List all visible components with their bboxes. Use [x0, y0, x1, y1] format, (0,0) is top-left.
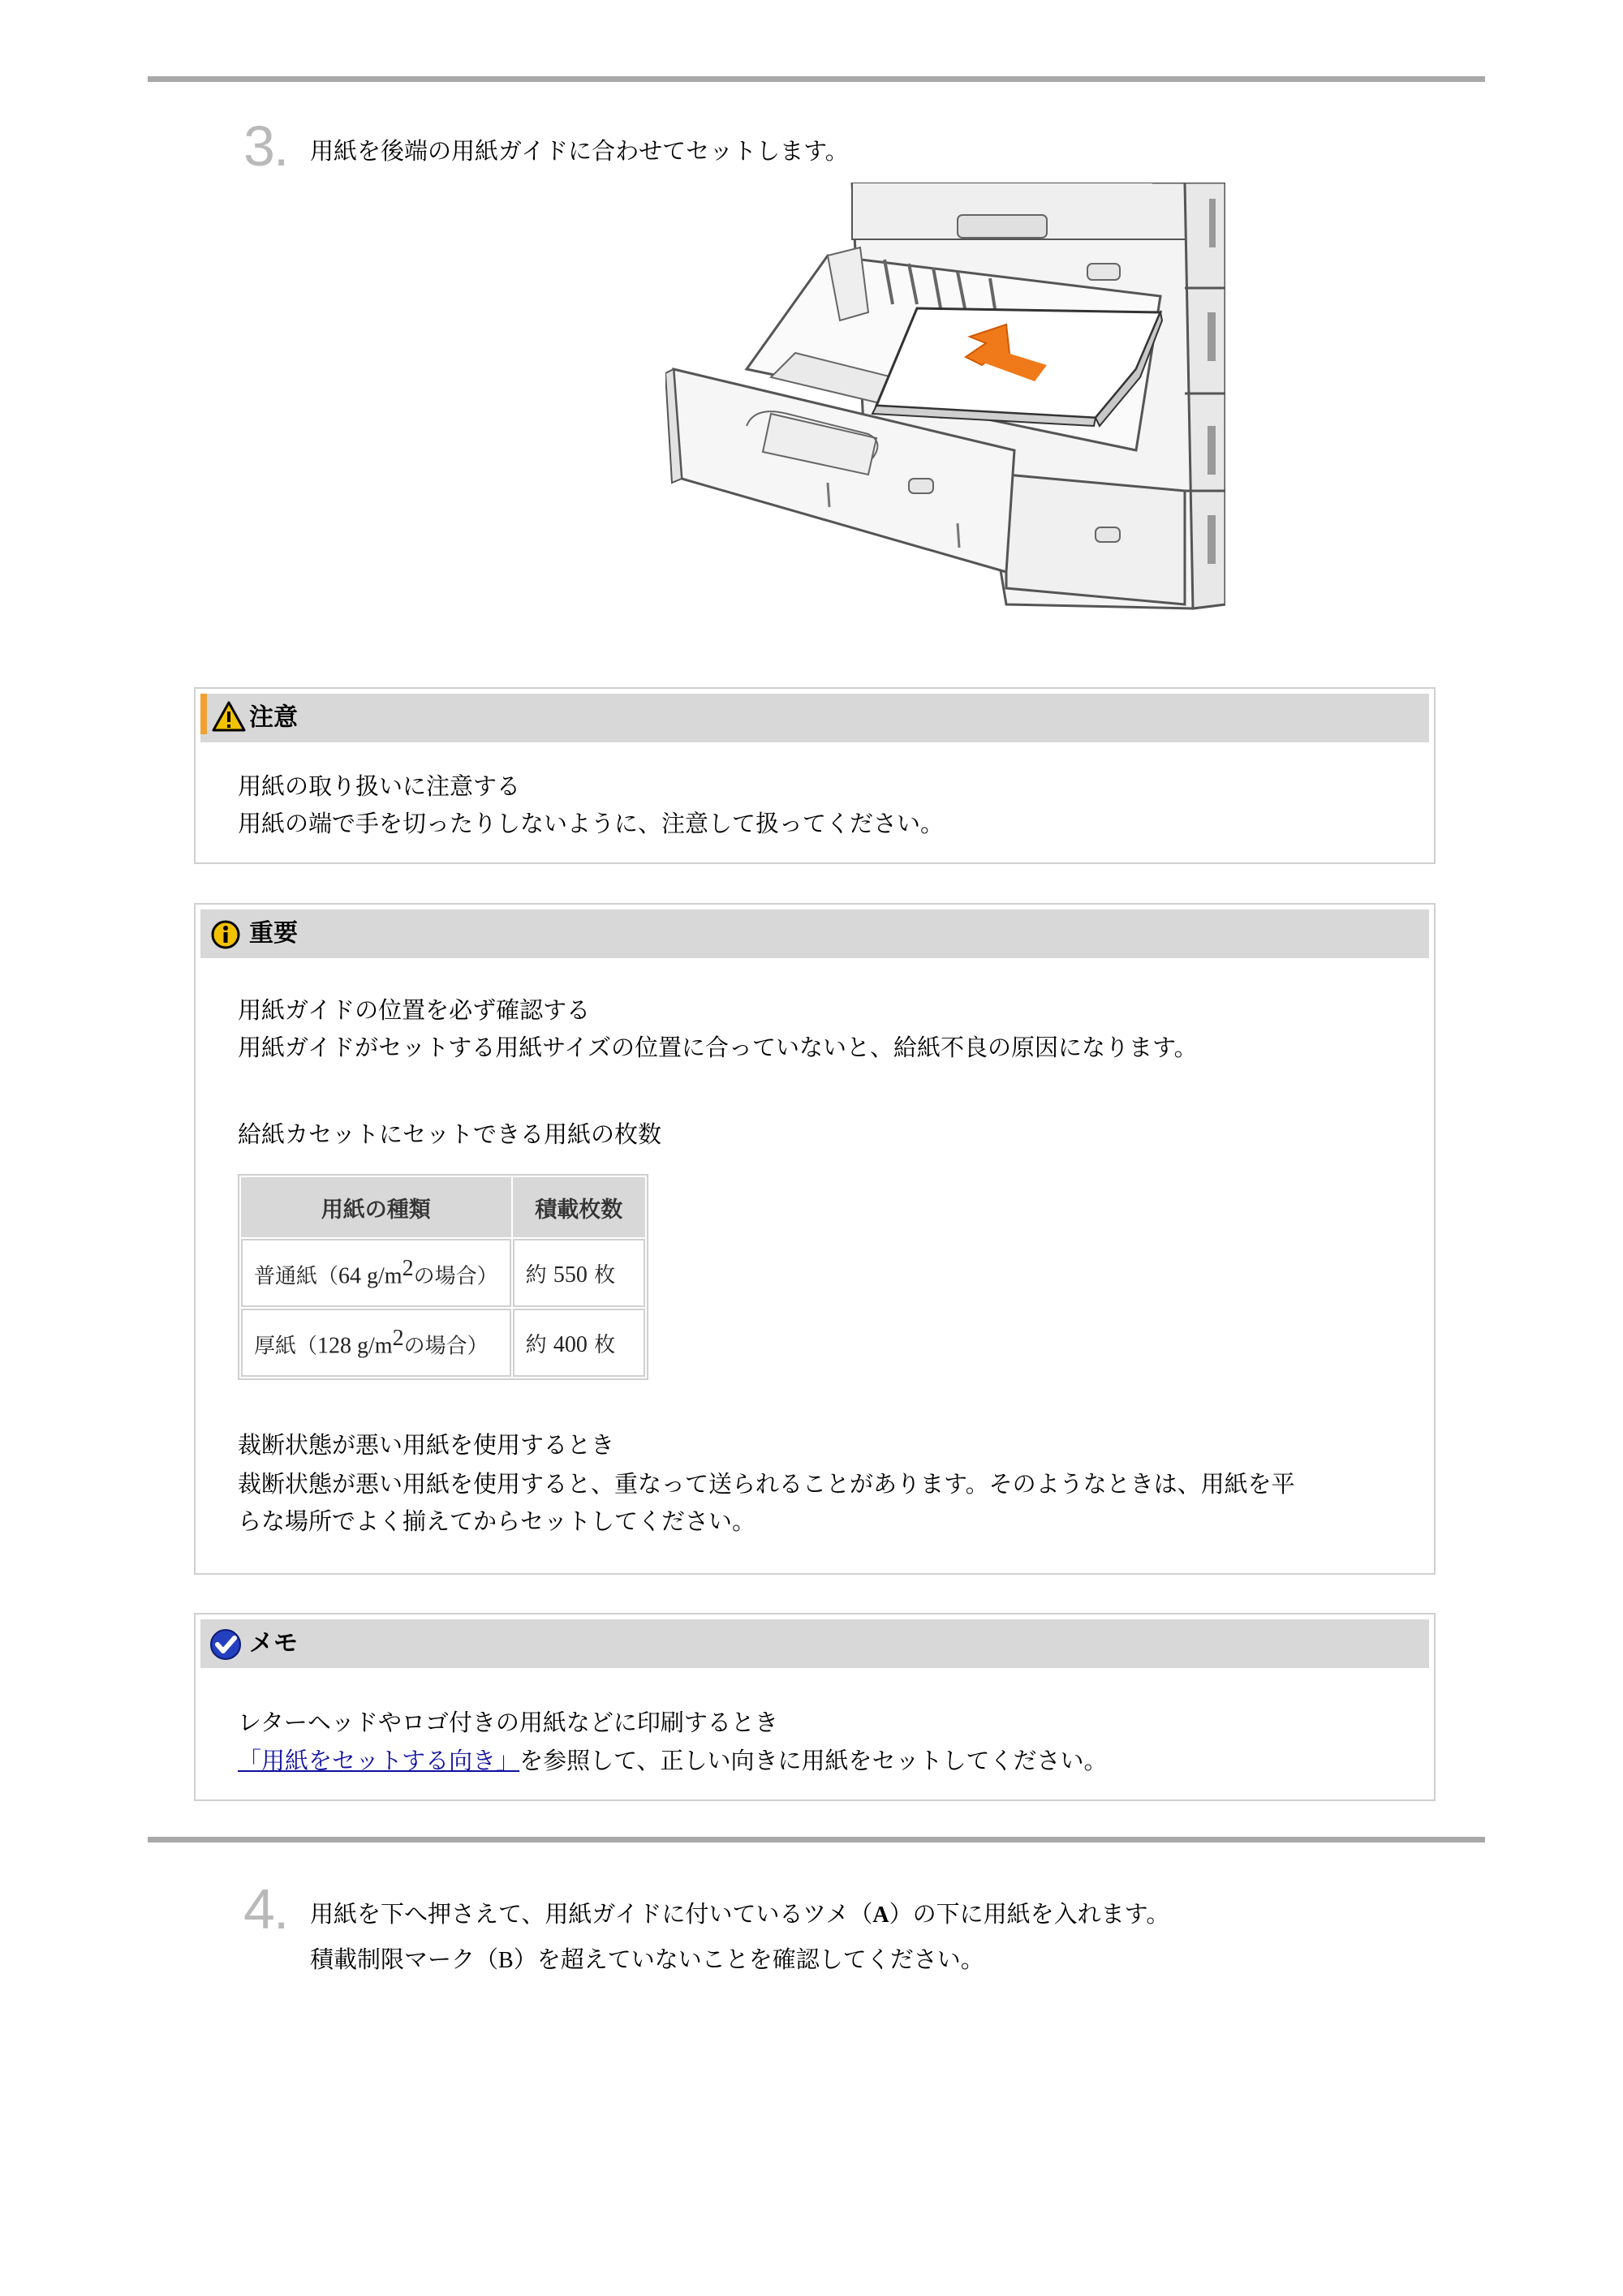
- warning-triangle-icon: [212, 700, 246, 733]
- important-item1-body: 用紙ガイドがセットする用紙サイズの位置に合っていないと、給紙不良の原因になります。: [238, 1034, 1198, 1061]
- important-item2-title: 給紙カセットにセットできる用紙の枚数: [238, 1120, 662, 1148]
- important-heading: 重要: [249, 919, 298, 948]
- memo-heading: メモ: [249, 1629, 298, 1658]
- step-instruction-line2: [310, 1937, 984, 1983]
- paper-count-cell: [513, 1239, 645, 1307]
- type-suffix: の場合）: [403, 1334, 489, 1359]
- memo-title: レターヘッドやロゴ付きの用紙などに印刷するとき: [238, 1709, 778, 1736]
- step-instruction: 用紙を後端の用紙ガイドに合わせてセットします。: [310, 137, 849, 165]
- type-prefix: 厚紙（: [254, 1334, 318, 1359]
- memo-body-text: を参照して、正しい向きに用紙をセットしてください。: [519, 1747, 1108, 1774]
- paper-count-cell: [513, 1309, 645, 1377]
- count-value: 550: [553, 1262, 588, 1288]
- count-suffix: 枚: [587, 1332, 616, 1357]
- table-row: [241, 1309, 645, 1377]
- claw-mark-label: A: [872, 1903, 889, 1928]
- paper-tray-illustration: [665, 183, 1225, 617]
- table-header-row: [241, 1177, 645, 1237]
- caution-title: 用紙の取り扱いに注意する: [238, 772, 521, 800]
- step-instruction-line1: [310, 1892, 1169, 1937]
- type-unit-sup: 2: [402, 1256, 414, 1282]
- caution-heading: 注意: [249, 703, 298, 732]
- count-value: 400: [553, 1331, 588, 1357]
- caution-header: [200, 694, 1429, 742]
- important-item3-body-line2: らな場所でよく揃えてからセットしてください。: [238, 1507, 756, 1535]
- step4-line1-post: ）の下に用紙を入れます。: [889, 1900, 1170, 1928]
- step4-line1-pre: 用紙を下へ押さえて、用紙ガイドに付いているツメ（: [310, 1900, 873, 1928]
- limit-mark-label: B: [498, 1948, 514, 1973]
- paper-capacity-table: [238, 1174, 648, 1380]
- count-prefix: 約: [525, 1262, 553, 1288]
- bottom-divider: [148, 1837, 1485, 1842]
- type-suffix: の場合）: [413, 1264, 498, 1289]
- type-weight: 64 g/m: [338, 1263, 403, 1289]
- caution-body: 用紙の端で手を切ったりしないように、注意して扱ってください。: [238, 810, 945, 837]
- step4-line2-pre: 積載制限マーク（: [310, 1946, 499, 1973]
- step-number: 3.: [243, 114, 288, 178]
- table-row: [241, 1239, 645, 1307]
- count-suffix: 枚: [587, 1262, 616, 1288]
- memo-body: [238, 1740, 1108, 1781]
- important-item3-title: 裁断状態が悪い用紙を使用するとき: [238, 1431, 615, 1459]
- caution-box: [194, 687, 1436, 864]
- memo-box: [194, 1613, 1436, 1801]
- type-weight: 128 g/m: [317, 1333, 393, 1359]
- top-divider: [148, 76, 1485, 82]
- checkmark-icon: [209, 1627, 243, 1662]
- important-box: [194, 903, 1436, 1575]
- table-header-type: 用紙の種類: [241, 1177, 511, 1237]
- step4-line2-post: ）を超えていないことを確認してください。: [513, 1946, 984, 1973]
- important-header: [200, 909, 1429, 958]
- paper-type-cell: [241, 1239, 511, 1307]
- step-number: 4.: [243, 1877, 288, 1941]
- important-item3-body-line1: 裁断状態が悪い用紙を使用すると、重なって送られることがあります。そのようなときは、用紙を平: [238, 1470, 1295, 1498]
- caution-accent-bar: [200, 694, 207, 734]
- paper-type-cell: [241, 1309, 511, 1377]
- type-prefix: 普通紙（: [254, 1264, 339, 1289]
- count-prefix: 約: [525, 1332, 553, 1357]
- info-icon: [210, 919, 241, 950]
- paper-orientation-link[interactable]: 「用紙をセットする向き」: [238, 1747, 520, 1774]
- type-unit-sup: 2: [392, 1326, 404, 1352]
- important-item1-title: 用紙ガイドの位置を必ず確認する: [238, 996, 591, 1024]
- table-header-count: 積載枚数: [513, 1177, 645, 1237]
- memo-header: [200, 1619, 1429, 1668]
